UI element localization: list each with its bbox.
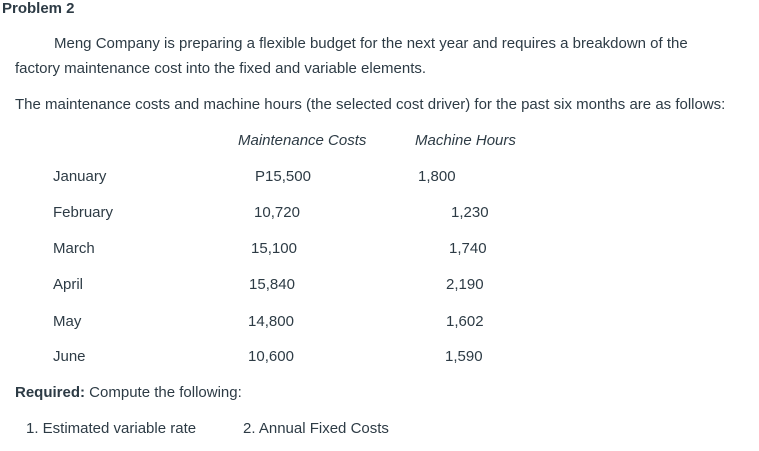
row-month-february: February bbox=[53, 204, 114, 221]
row-hours-june: 1,590 bbox=[445, 348, 483, 365]
row-hours-april: 2,190 bbox=[446, 276, 484, 293]
row-month-march: March bbox=[53, 240, 95, 257]
header-maintenance-costs: Maintenance Costs bbox=[238, 132, 367, 149]
required-item-fixed-costs: 2. Annual Fixed Costs bbox=[243, 420, 389, 437]
row-hours-march: 1,740 bbox=[449, 240, 487, 257]
required-label: Required: bbox=[15, 384, 86, 401]
row-month-june: June bbox=[53, 348, 86, 365]
header-machine-hours: Machine Hours bbox=[415, 132, 516, 149]
required-text: Compute the following: bbox=[85, 384, 242, 401]
row-cost-march: 15,100 bbox=[251, 240, 297, 257]
intro-paragraph-line-1: Meng Company is preparing a flexible budget for the next year and requires a breakdown of the bbox=[54, 35, 688, 52]
row-hours-may: 1,602 bbox=[446, 313, 484, 330]
row-hours-february: 1,230 bbox=[451, 204, 489, 221]
row-month-january: January bbox=[53, 168, 107, 185]
required-line bbox=[15, 384, 242, 401]
row-hours-january: 1,800 bbox=[418, 168, 456, 185]
row-cost-january: P15,500 bbox=[255, 168, 311, 185]
row-cost-may: 14,800 bbox=[248, 313, 294, 330]
row-month-april: April bbox=[53, 276, 84, 293]
row-month-may: May bbox=[53, 313, 82, 330]
row-cost-february: 10,720 bbox=[254, 204, 300, 221]
problem-title: Problem 2 bbox=[2, 0, 75, 17]
required-item-variable-rate: 1. Estimated variable rate bbox=[26, 420, 197, 437]
row-cost-april: 15,840 bbox=[249, 276, 295, 293]
row-cost-june: 10,600 bbox=[248, 348, 294, 365]
data-intro-paragraph: The maintenance costs and machine hours (the selected cost driver) for the past six months are as follows: bbox=[15, 96, 726, 113]
intro-paragraph-line-2: factory maintenance cost into the fixed and variable elements. bbox=[15, 60, 427, 77]
